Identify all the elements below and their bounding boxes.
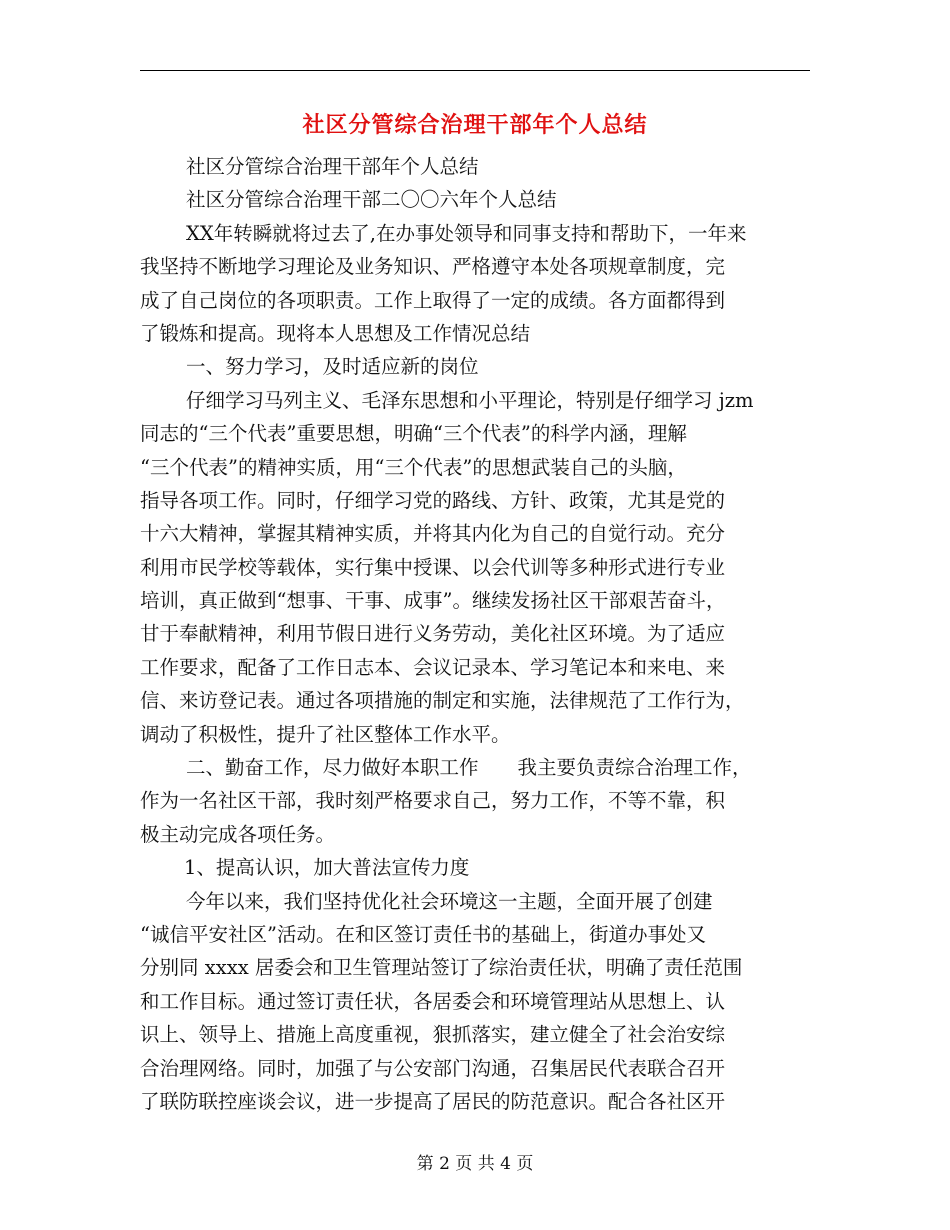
section-heading: 二、勤奋工作，尽力做好本职工作 我主要负责综合治理工作， — [186, 756, 752, 780]
body-line: 工作要求，配备了工作日志本、会议记录本、学习笔记本和来电、来 — [140, 655, 726, 679]
body-line: 合治理网络。同时，加强了与公安部门沟通，召集居民代表联合召开 — [140, 1056, 726, 1080]
body-line: “诚信平安社区”活动。在和区签订责任书的基础上，街道办事处又 — [140, 922, 706, 946]
body-line: 我坚持不断地学习理论及业务知识、严格遵守本处各项规章制度，完 — [140, 255, 726, 279]
body-line: 作为一名社区干部，我时刻严格要求自己，努力工作，不等不靠，积 — [140, 789, 726, 813]
body-line: 培训，真正做到“想事、干事、成事”。继续发扬社区干部艰苦奋斗， — [140, 589, 726, 613]
header-rule — [140, 70, 810, 71]
body-line: 利用市民学校等载体，实行集中授课、以会代训等多种形式进行专业 — [140, 555, 726, 579]
body-line: 识上、领导上、措施上高度重视，狠抓落实，建立健全了社会治安综 — [140, 1023, 726, 1047]
body-line: 分别同 xxxx 居委会和卫生管理站签订了综治责任状，明确了责任范围 — [140, 956, 743, 980]
body-line: 同志的“三个代表”重要思想，明确“三个代表”的科学内涵，理解 — [140, 422, 687, 446]
section-heading: 一、努力学习，及时适应新的岗位 — [186, 355, 479, 379]
document-body — [140, 150, 812, 1118]
body-line: 十六大精神，掌握其精神实质，并将其内化为自己的自觉行动。充分 — [140, 522, 726, 546]
page-number: 第 2 页 共 4 页 — [416, 1154, 534, 1174]
body-line: 信、来访登记表。通过各项措施的制定和实施，法律规范了工作行为， — [140, 689, 745, 713]
subsection-heading: 1、提高认识，加大普法宣传力度 — [184, 856, 470, 880]
body-line: 指导各项工作。同时，仔细学习党的路线、方针、政策，尤其是党的 — [140, 488, 726, 512]
body-line: 社区分管综合治理干部二〇〇六年个人总结 — [186, 188, 557, 212]
body-line: 了锻炼和提高。现将本人思想及工作情况总结 — [140, 321, 531, 345]
body-line: XX年转瞬就将过去了,在办事处领导和同事支持和帮助下，一年来 — [186, 221, 747, 245]
body-line: 和工作目标。通过签订责任状，各居委会和环境管理站从思想上、认 — [140, 989, 726, 1013]
body-line: 甘于奉献精神，利用节假日进行义务劳动，美化社区环境。为了适应 — [140, 622, 726, 646]
body-line: 极主动完成各项任务。 — [140, 822, 336, 846]
body-line: 了联防联控座谈会议，进一步提高了居民的防范意识。配合各社区开 — [140, 1089, 726, 1113]
document-title: 社区分管综合治理干部年个人总结 — [302, 112, 648, 138]
body-line: 调动了积极性，提升了社区整体工作水平。 — [140, 722, 511, 746]
body-line: 社区分管综合治理干部年个人总结 — [186, 155, 479, 178]
body-line: “三个代表”的精神实质，用“三个代表”的思想武装自己的头脑， — [140, 455, 687, 479]
body-line: 仔细学习马列主义、毛泽东思想和小平理论，特别是仔细学习 jzm — [186, 388, 754, 412]
body-line: 成了自己岗位的各项职责。工作上取得了一定的成绩。各方面都得到 — [140, 288, 726, 312]
body-line: 今年以来，我们坚持优化社会环境这一主题，全面开展了创建 — [186, 889, 713, 913]
